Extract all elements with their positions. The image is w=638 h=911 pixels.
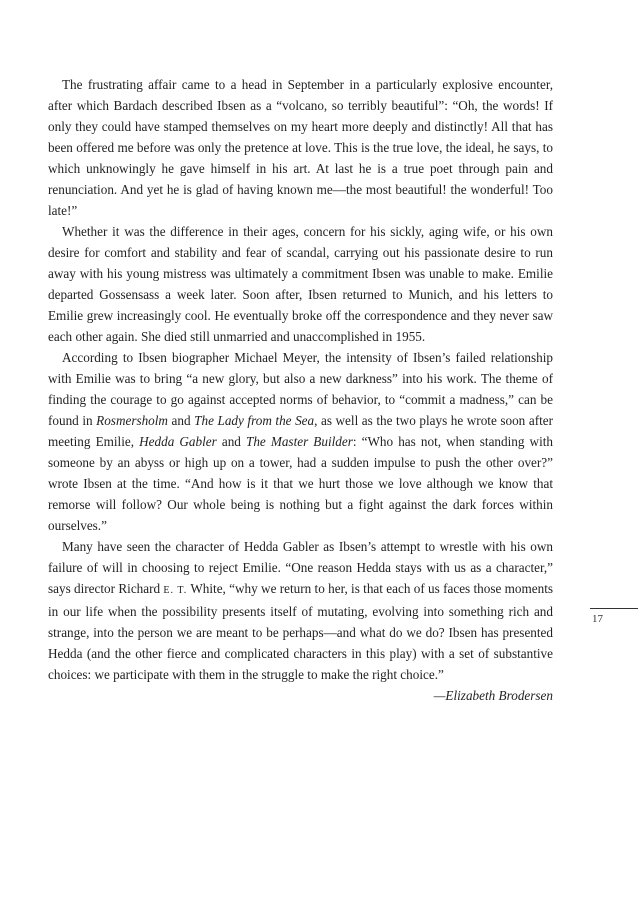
paragraph-4-start: Many have seen the character of Hedda Gabler as Ibsen’s attempt to wrestle with his own failure of will in choosing to reject Emilie. “One reason Hedda stays with us as a character,” says director Richard xyxy=(48,539,553,596)
paragraph-4-end: White, “why we return to her, is that each of us faces those moments in our life when the possibility presents itself of mutating, evolving into something rich and strange, into the person we are meant to be perhaps—and what do we do? Ibsen has presented Hedda (and the other fierce and complicated characters in this play) with a set of substantive choices: we participate with them in the struggle to make the right choice.” xyxy=(48,581,554,682)
paragraph-3 xyxy=(48,347,553,536)
paragraph-3-and-1: and xyxy=(167,413,195,428)
paragraph-3-intro: According to Ibsen biographer Michael Meyer, the intensity of Ibsen’s failed relationship with Emilie was to bring “a new glory, but also a new darkness” into his work. The theme of finding the courage to go against accepted norms of behavior, to “commit a madness,” can be found in xyxy=(48,350,553,428)
paragraph-3-mid: , as well as the two plays he wrote soon after meeting Emilie, xyxy=(48,413,553,449)
page-number-rule xyxy=(590,608,638,609)
paragraph-1: The frustrating affair came to a head in September in a particularly explosive encounter, after which Bardach described Ibsen as a “volcano, so terribly beautiful”: “Oh, the words! If only they could have stamped themselves on my heart more deeply and distinctly! All that has been offered me before was only the pretence at love. This is the true love, the ideal, he says, to which unknowingly he gave himself in his art. At last he is a true poet through pain and renunciation. And yet he is glad of having known me—the most beautiful! the wonderful! Too late!” xyxy=(48,77,553,218)
play-title-hedda-gabler: Hedda Gabler xyxy=(139,434,217,449)
play-title-rosmersholm: Rosmersholm xyxy=(96,413,168,428)
paragraph-3-rest: : “Who has not, when standing with someone by an abyss or high up on a tower, had a sudden impulse to push the other over?” wrote Ibsen at the time. “And how is it that we hurt those we love although we know that remorse will follow? Our whole being is nothing but a fight against the dark forces within ourselves.” xyxy=(48,434,554,533)
article-body xyxy=(48,74,553,706)
play-title-lady-from-the-sea: The Lady from the Sea xyxy=(194,413,315,428)
page-number: 17 xyxy=(592,613,603,625)
author-signature: —Elizabeth Brodersen xyxy=(433,688,553,703)
director-initials: E. T. xyxy=(163,585,188,596)
play-title-master-builder: The Master Builder xyxy=(245,434,353,449)
paragraph-2: Whether it was the difference in their ages, concern for his sickly, aging wife, or his own desire for comfort and stability and fear of scandal, carrying out his passionate desire to run away with his young mistress was ultimately a commitment Ibsen was unable to make. Emilie departed Gossensass a week later. Soon after, Ibsen returned to Munich, and his letters to Emilie grew increasingly cool. He eventually broke off the correspondence and they never saw each other again. She died still unmarried and unaccomplished in 1955. xyxy=(48,224,553,344)
paragraph-3-and-2: and xyxy=(216,434,246,449)
paragraph-4 xyxy=(48,536,553,685)
